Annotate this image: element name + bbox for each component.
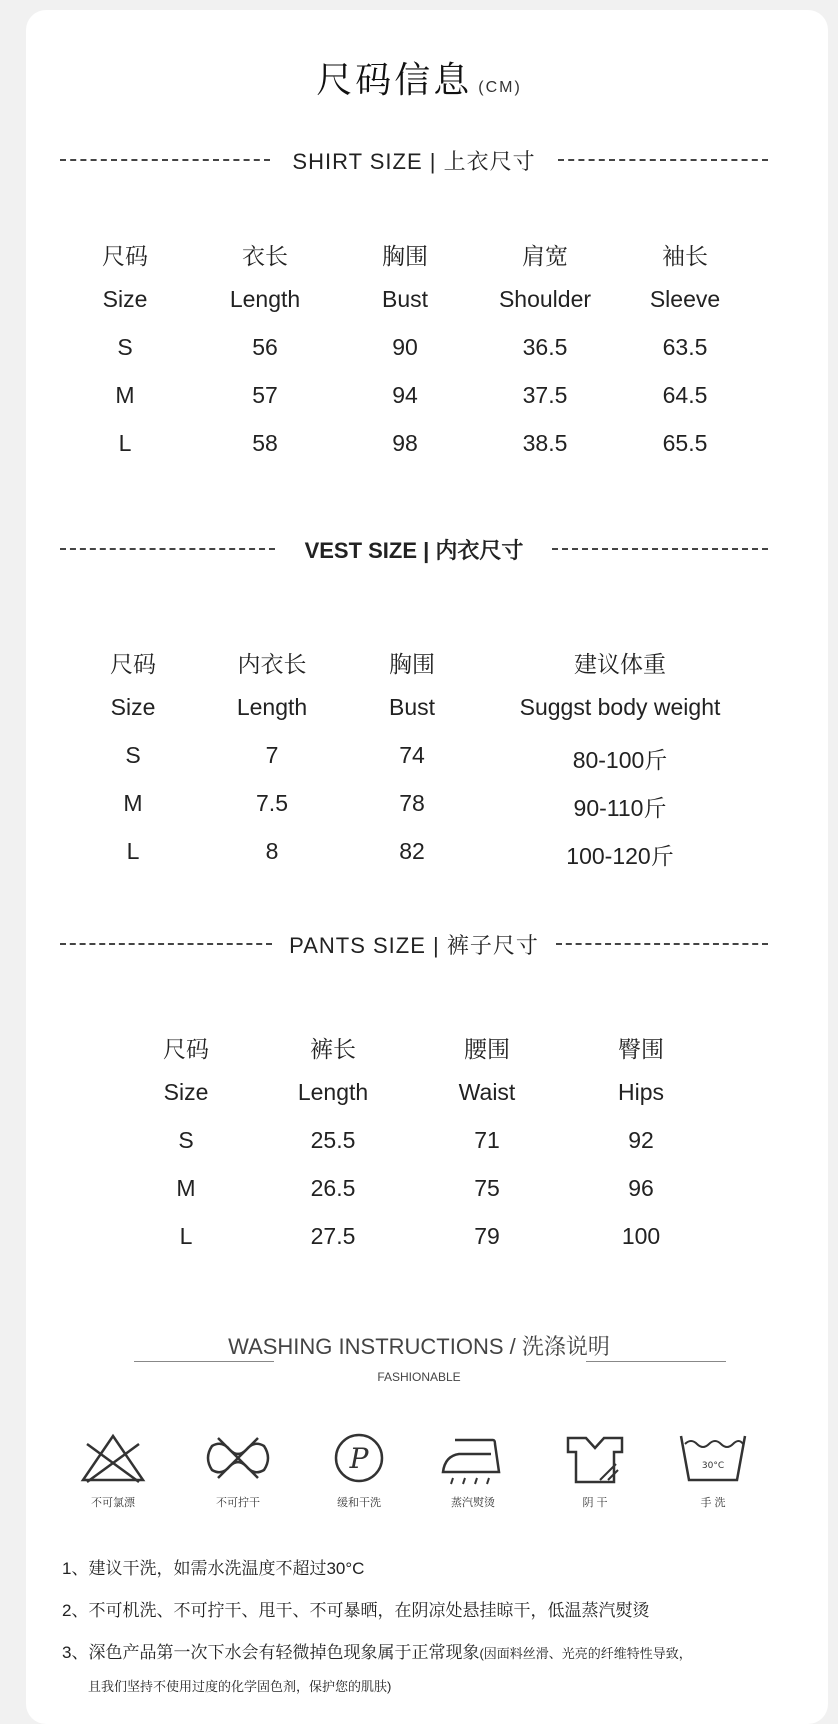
table-cell: 58 (252, 430, 278, 456)
table-cell: 7 (265, 742, 279, 768)
care-label: 手 洗 (700, 1497, 726, 1509)
care-note: 2、不可机洗、不可拧干、甩干、不可暴晒，在阴凉处悬挂晾干，低温蒸汽熨烫 (62, 1601, 650, 1620)
table-header-cell: Size (102, 286, 148, 312)
wash-temperature: 30°C (701, 1461, 725, 1471)
table-cell: 63.5 (662, 334, 708, 360)
page-title-text: 尺码信息 (316, 59, 473, 100)
table-cell: 56 (252, 334, 278, 360)
washing-subtitle: FASHIONABLE (377, 1370, 461, 1384)
table-cell: 80-100斤 (572, 747, 668, 773)
table-cell: M (123, 790, 143, 816)
table-header-cell: 腰围 (464, 1036, 510, 1062)
table-header-cell: 尺码 (102, 243, 148, 269)
washing-underline-left (134, 1361, 274, 1362)
hand-wash-icon (677, 1430, 749, 1486)
table-header-cell: Bust (388, 694, 436, 720)
care-note-continued: 且我们坚持不使用过度的化学固色剂，保护您的肌肤) (88, 1679, 392, 1694)
care-item-gentle-dry-clean (319, 1430, 399, 1510)
table-cell: L (179, 1223, 193, 1249)
table-header-cell: Length (297, 1079, 369, 1105)
table-header-cell: 肩宽 (522, 243, 568, 269)
care-item-no-wring (198, 1430, 278, 1510)
care-label: 缓和干洗 (337, 1497, 381, 1509)
table-cell: M (176, 1175, 196, 1201)
shirt-section-header (60, 145, 768, 175)
table-header-cell: Waist (458, 1079, 516, 1105)
shirt-section-title: SHIRT SIZE | 上衣尺寸 (292, 149, 536, 174)
table-header-cell: 建议体重 (574, 651, 666, 677)
table-cell: 37.5 (522, 382, 568, 408)
table-row (0, 790, 838, 820)
table-cell: 57 (252, 382, 278, 408)
table-header-cn (0, 1031, 838, 1061)
table-cell: 90 (392, 334, 418, 360)
table-cell: 74 (399, 742, 425, 768)
table-cell: 26.5 (310, 1175, 356, 1201)
table-header-cell: Hips (617, 1079, 665, 1105)
table-cell: 90-110斤 (573, 795, 667, 821)
table-cell: 7.5 (256, 790, 288, 816)
table-row (0, 1127, 838, 1157)
table-header-cell: 尺码 (163, 1036, 209, 1062)
table-header-cell: 臀围 (618, 1036, 664, 1062)
care-item-steam-iron (433, 1430, 513, 1510)
table-cell: 36.5 (522, 334, 568, 360)
page-title-unit: (CM) (478, 79, 522, 96)
table-cell: 94 (392, 382, 418, 408)
table-header-cell: Size (110, 694, 156, 720)
table-header-cell: 内衣长 (237, 651, 307, 677)
table-cell: M (115, 382, 135, 408)
no-bleach-icon (77, 1430, 149, 1486)
care-note-main: 3、深色产品第一次下水会有轻微掉色现象属于正常现象 (62, 1643, 480, 1662)
table-header-cell: 胸围 (382, 243, 428, 269)
table-cell: L (126, 838, 140, 864)
table-cell: 64.5 (662, 382, 708, 408)
table-cell: 8 (265, 838, 279, 864)
care-note: 1、建议干洗，如需水洗温度不超过30°C (62, 1559, 365, 1578)
shade-dry-icon (560, 1430, 630, 1486)
washing-underline-right (586, 1361, 726, 1362)
pants-section-title: PANTS SIZE | 裤子尺寸 (289, 933, 539, 958)
steam-iron-icon (435, 1430, 511, 1486)
gentle-dry-clean-icon (329, 1430, 389, 1486)
table-header-cell: Shoulder (498, 286, 592, 312)
table-cell: 27.5 (310, 1223, 356, 1249)
table-cell: 96 (628, 1175, 654, 1201)
table-cell: 65.5 (662, 430, 708, 456)
table-header-cell: 衣长 (242, 243, 288, 269)
table-row (0, 1223, 838, 1253)
table-cell: 78 (399, 790, 425, 816)
table-header-cell: 胸围 (389, 651, 435, 677)
table-cell: S (117, 334, 133, 360)
table-row (0, 430, 838, 460)
pants-section-header (60, 929, 768, 959)
table-header-cell: Bust (381, 286, 429, 312)
svg-text:P: P (349, 1442, 369, 1475)
table-cell: 98 (392, 430, 418, 456)
table-cell: 100-120斤 (566, 843, 674, 869)
vest-section-header (60, 534, 768, 564)
table-row (0, 1175, 838, 1205)
table-header-cell: 袖长 (662, 243, 708, 269)
table-cell: 25.5 (310, 1127, 356, 1153)
table-header-cn (0, 238, 838, 268)
table-cell: S (178, 1127, 194, 1153)
table-row (0, 334, 838, 364)
table-header-cell: Suggst body weight (519, 694, 721, 720)
care-label: 阴 干 (582, 1497, 608, 1509)
table-cell: 100 (621, 1223, 661, 1249)
table-cell: 79 (474, 1223, 500, 1249)
table-row (0, 382, 838, 412)
table-row (0, 742, 838, 772)
table-header-cell: Length (236, 694, 308, 720)
table-row (0, 838, 838, 868)
table-cell: L (118, 430, 132, 456)
table-header-cell: Length (229, 286, 301, 312)
table-cell: 75 (474, 1175, 500, 1201)
table-cell: S (125, 742, 141, 768)
care-label: 不可拧干 (216, 1497, 260, 1509)
care-note (62, 1638, 692, 1663)
table-header-en (0, 1079, 838, 1109)
care-label: 蒸汽熨烫 (451, 1497, 495, 1509)
care-item-hand-wash (673, 1430, 753, 1510)
no-wring-icon (198, 1430, 278, 1486)
table-header-cell: 裤长 (310, 1036, 356, 1062)
table-cell: 92 (628, 1127, 654, 1153)
table-cell: 38.5 (522, 430, 568, 456)
table-cell: 82 (399, 838, 425, 864)
care-label: 不可氯漂 (91, 1497, 135, 1509)
table-header-cell: 尺码 (110, 651, 156, 677)
care-note-detail: (因面料丝滑、光亮的纤维特性导致， (479, 1646, 692, 1661)
vest-section-title: VEST SIZE | 内衣尺寸 (304, 538, 524, 563)
table-header-en (0, 694, 838, 724)
table-header-cell: Sleeve (649, 286, 721, 312)
table-cell: 71 (474, 1127, 500, 1153)
care-item-shade-dry (555, 1430, 635, 1510)
table-header-en (0, 286, 838, 316)
table-header-cn (0, 646, 838, 676)
page-title (0, 52, 838, 103)
care-item-no-bleach (73, 1430, 153, 1510)
washing-title: WASHING INSTRUCTIONS / 洗涤说明 (228, 1334, 610, 1359)
table-header-cell: Size (163, 1079, 209, 1105)
